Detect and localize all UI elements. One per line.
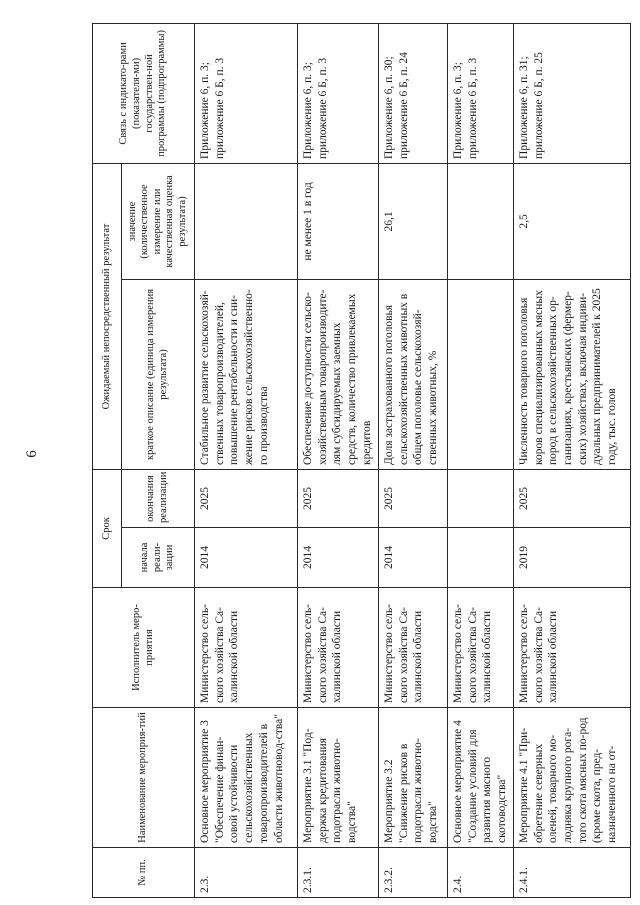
header-num: № пп. (93, 848, 195, 898)
cell-start: 2014 (298, 528, 379, 588)
cell-executor: Министерство сель-ского хозяйства Са-халинской области (195, 588, 298, 708)
cell-desc (448, 279, 514, 469)
cell-end (448, 469, 514, 527)
header-link: Связь с индикато-рами (показателя-ми) государствен-ной программы (подпрограммы) (93, 23, 195, 163)
cell-desc: Численность товарного поголовья коров специализированных мясных пород в сельскохозяйственных ор-ганизациях, крестьянских (фермер-ских) хозяйствах, включая индиви-дуальных предпринимателей к 2025 году, тыс. голов (513, 279, 630, 469)
cell-end: 2025 (513, 469, 630, 527)
header-executor: Исполнитель меро-приятия (93, 588, 195, 708)
cell-start: 2014 (195, 528, 298, 588)
cell-executor: Министерство сель-ского хозяйства Са-халинской области (513, 588, 630, 708)
header-period-start: начала реали-зации (122, 528, 195, 588)
cell-link: Приложение 6, п. 3; приложение 6 Б, п. 3 (448, 23, 514, 163)
cell-num: 2.3. (195, 848, 298, 898)
cell-num: 2.3.2. (379, 848, 448, 898)
cell-executor: Министерство сель-ского хозяйства Са-халинской области (448, 588, 514, 708)
cell-desc: Стабильное развитие сельскохозяй-ственных товаропроизводителей, повышение рентабельности и сни-жение рисков сельскохозяйственно-го производства (195, 279, 298, 469)
cell-value: 26,1 (379, 163, 448, 279)
cell-link: Приложение 6, п. 31; приложение 6 Б, п. 25 (513, 23, 630, 163)
cell-link: Приложение 6, п. 30; приложение 6 Б, п. 24 (379, 23, 448, 163)
cell-value (448, 163, 514, 279)
activities-table (92, 23, 631, 898)
header-name: Наименование мероприя-тий (93, 708, 195, 848)
header-result: Ожидаемый непосредственный результат (93, 163, 122, 469)
cell-start: 2014 (379, 528, 448, 588)
header-period: Срок (93, 469, 122, 587)
cell-start (448, 528, 514, 588)
table-row (513, 23, 630, 897)
cell-value (195, 163, 298, 279)
cell-desc: Доля застрахованного поголовья сельскохозяйственных животных в общем поголовье сельскохозяй-ственных животных, % (379, 279, 448, 469)
cell-name: Мероприятие 3.1 "Под-держка кредитования подотрасли животно-водства" (298, 708, 379, 848)
cell-end: 2025 (298, 469, 379, 527)
cell-name: Мероприятие 3.2 "Снижение рисков в подотрасли животно-водства" (379, 708, 448, 848)
page-number: 6 (24, 450, 40, 458)
cell-num: 2.4. (448, 848, 514, 898)
cell-end: 2025 (195, 469, 298, 527)
cell-name: Основное мероприятие 4 "Создание условий для развития мясного скотоводства" (448, 708, 514, 848)
cell-executor: Министерство сель-ского хозяйства Са-халинской области (379, 588, 448, 708)
header-period-end: окончания реализации (122, 469, 195, 527)
header-result-desc: краткое описание (единица измерения результата) (122, 279, 195, 469)
cell-link: Приложение 6, п. 3; приложение 6 Б, п. 3 (298, 23, 379, 163)
cell-executor: Министерство сель-ского хозяйства Са-халинской области (298, 588, 379, 708)
header-row-1 (93, 23, 122, 897)
table-row (298, 23, 379, 897)
cell-value: 2,5 (513, 163, 630, 279)
cell-name: Мероприятие 4.1 "При-обретение северных оленей, товарного мо-лодняка крупного рога-того скота мясных по-род (кроме скота, пред-назначенного на от- (513, 708, 630, 848)
cell-start: 2019 (513, 528, 630, 588)
cell-value: не менее 1 в год (298, 163, 379, 279)
cell-num: 2.3.1. (298, 848, 379, 898)
cell-num: 2.4.1. (513, 848, 630, 898)
cell-end: 2025 (379, 469, 448, 527)
header-result-value: значение (количественное измерение или качественная оценка результата) (122, 163, 195, 279)
table-row (195, 23, 298, 897)
table-row (379, 23, 448, 897)
table-row (448, 23, 514, 897)
cell-link: Приложение 6, п. 3; приложение 6 Б, п. 3 (195, 23, 298, 163)
rotated-table-sheet (92, 24, 620, 898)
cell-desc: Обеспечение доступности сельско-хозяйственным товаропроизводите-лям субсидируемых заемных средств, количество привлекаемых кредитов (298, 279, 379, 469)
cell-name: Основное мероприятие 3 "Обеспечение финан-совой устойчивости сельскохозяйственных товаропроизводителей в области животновод-ства" (195, 708, 298, 848)
